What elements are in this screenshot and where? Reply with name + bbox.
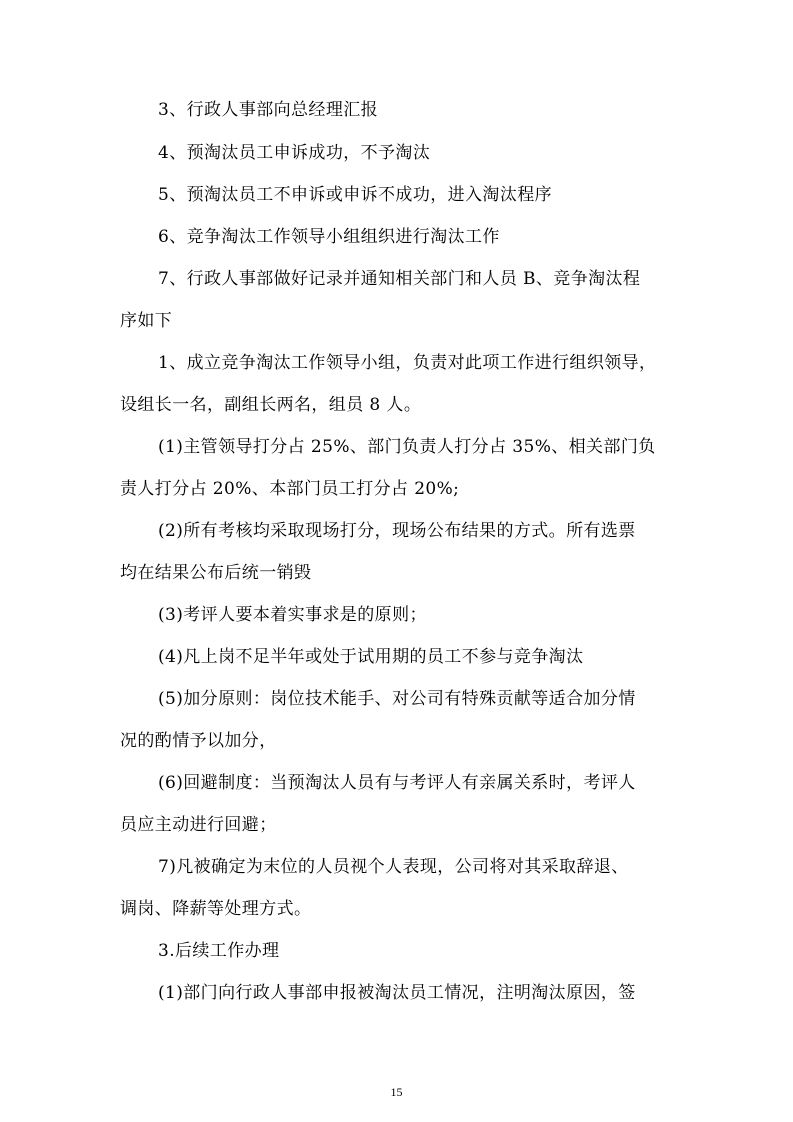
text-line: 7、行政人事部做好记录并通知相关部门和人员 B、竞争淘汰程 xyxy=(158,269,641,289)
page-number: 15 xyxy=(390,1085,403,1099)
text-line: 责人打分占 20%、本部门员工打分占 20%; xyxy=(120,479,460,499)
text-line: 况的酌情予以加分， xyxy=(120,731,277,751)
text-line: 6、竞争淘汰工作领导小组组织进行淘汰工作 xyxy=(158,227,500,247)
text-line: 均在结果公布后统一销毁 xyxy=(120,563,312,583)
text-line: 调岗、降薪等处理方式。 xyxy=(120,899,312,919)
text-line: 员应主动进行回避； xyxy=(120,815,277,835)
text-line: 1、成立竞争淘汰工作领导小组，负责对此项工作进行组织领导， xyxy=(158,353,657,373)
text-line: 3.后续工作办理 xyxy=(158,941,280,961)
text-line: 5、预淘汰员工不申诉或申诉不成功，进入淘汰程序 xyxy=(158,185,553,205)
text-line: 7)凡被确定为末位的人员视个人表现，公司将对其采取辞退、 xyxy=(158,857,629,877)
text-line: 设组长一名，副组长两名，组员 8 人。 xyxy=(120,395,422,415)
text-line: (4)凡上岗不足半年或处于试用期的员工不参与竞争淘汰 xyxy=(158,647,584,667)
text-line: (2)所有考核均采取现场打分，现场公布结果的方式。所有选票 xyxy=(158,521,636,541)
text-line: 3、行政人事部向总经理汇报 xyxy=(158,100,379,120)
text-line: 4、预淘汰员工申诉成功，不予淘汰 xyxy=(158,143,431,163)
text-line: (5)加分原则：岗位技术能手、对公司有特殊贡献等适合加分情 xyxy=(158,689,636,709)
text-line: (1)部门向行政人事部申报被淘汰员工情况，注明淘汰原因，签 xyxy=(158,983,636,1003)
text-line: 序如下 xyxy=(120,311,173,331)
text-line: (6)回避制度：当预淘汰人员有与考评人有亲属关系时，考评人 xyxy=(158,773,636,793)
text-line: (3)考评人要本着实事求是的原则； xyxy=(158,605,427,625)
text-line: (1)主管领导打分占 25%、部门负责人打分占 35%、相关部门负 xyxy=(158,437,656,457)
